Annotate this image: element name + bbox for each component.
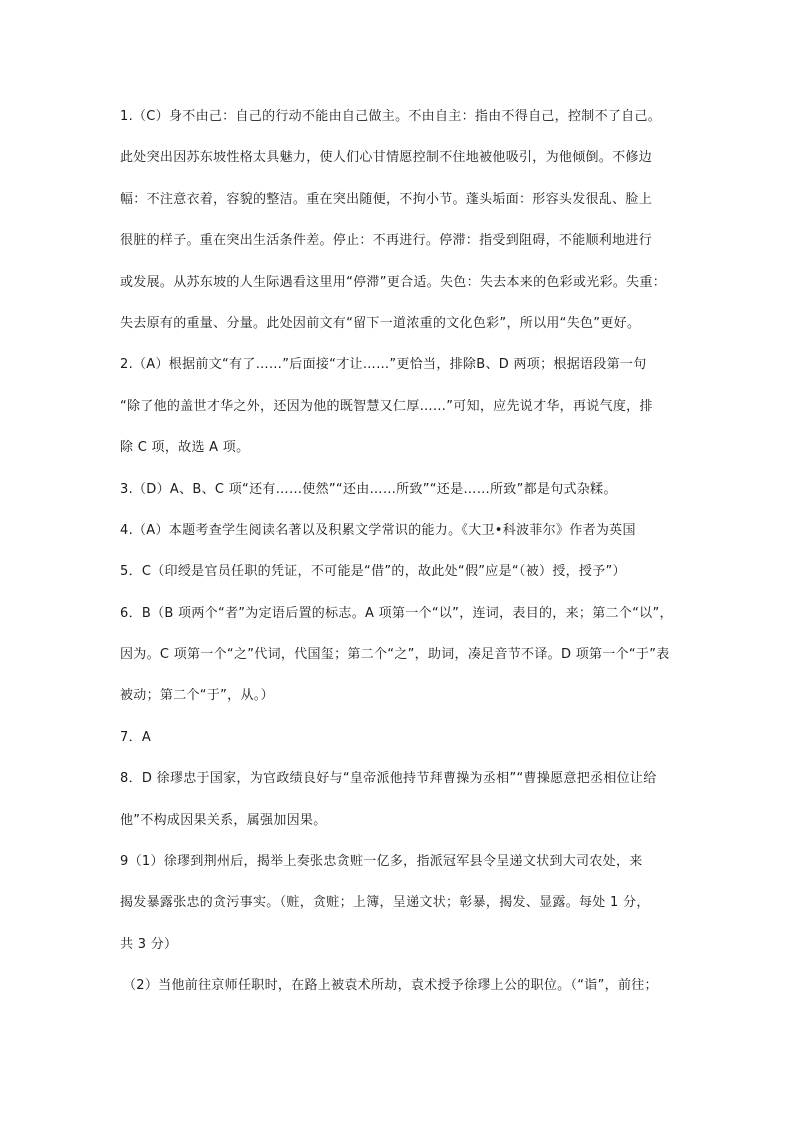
text-line: 被动；第二个“于”，从。） [120, 688, 274, 704]
text-line: 除 C 项，故选 A 项。 [120, 440, 250, 456]
text-line: 8．D 徐璆忠于国家，为官政绩良好与“皇帝派他持节拜曹操为丞相”“曹操愿意把丞相位让给 [120, 771, 657, 787]
text-line: 9（1）徐璆到荆州后，揭举上奏张忠贪赃一亿多，指派冠军县令呈递文状到大司农处，来 [120, 854, 643, 870]
text-line: 失去原有的重量、分量。此处因前文有“留下一道浓重的文化色彩”，所以用“失色”更好。 [120, 315, 641, 331]
text-line: 或发展。从苏东坡的人生际遇看这里用“停滞”更合适。失色：失去本来的色彩或光彩。失重： [120, 274, 667, 290]
text-line: 揭发暴露张忠的贪污事实。（赃，贪赃；上簿，呈递文状；彰暴，揭发、显露。每处 1 分， [120, 895, 650, 911]
text-line: 1.（C）身不由己：自己的行动不能由自己做主。不由自主：指由不得自己，控制不了自己。 [120, 109, 662, 124]
text-line: 7．A [120, 729, 152, 745]
answer-text-body [120, 103, 678, 1014]
text-line: 因为。C 项第一个“之”代词，代国玺；第二个“之”，助词，凑足音节不译。D 项第一个“于”表 [120, 647, 670, 663]
text-line: 共 3 分） [120, 936, 178, 952]
text-line: 6．B（B 项两个“者”为定语后置的标志。A 项第一个“以”，连词，表目的，来；第二个“以”， [120, 605, 673, 621]
text-line: 5．C（印绶是官员任职的凭证，不可能是“借”的，故此处“假”应是“（被）授，授予”） [120, 564, 626, 580]
text-line: 此处突出因苏东坡性格太具魅力，使人们心甘情愿控制不住地被他吸引，为他倾倒。不修边 [120, 150, 653, 166]
text-line: 幅：不注意衣着，容貌的整洁。重在突出随便，不拘小节。蓬头垢面：形容头发很乱、脸上 [120, 191, 653, 207]
text-line: （2）当他前往京师任职时，在路上被袁术所劫，袁术授予徐璆上公的职位。（“诣”，前往； [123, 978, 658, 994]
text-line: 4.（A）本题考查学生阅读名著以及积累文学常识的能力。《大卫•科波菲尔》作者为英国 [120, 522, 636, 538]
text-line: “除了他的盖世才华之外，还因为他的既智慧又仁厚……”可知，应先说才华，再说气度，排 [120, 398, 653, 414]
text-line: 3.（D）A、B、C 项“还有……使然”“还由……所致”“还是……所致”都是句式杂糅。 [120, 481, 617, 497]
text-line: 他”不构成因果关系，属强加因果。 [120, 812, 327, 828]
text-line: 很脏的样子。重在突出生活条件差。停止：不再进行。停滞：指受到阻碍，不能顺利地进行 [120, 233, 653, 249]
text-line: 2.（A）根据前文“有了……”后面接“才让……”更恰当，排除B、D 两项；根据语段第一句 [120, 357, 647, 373]
